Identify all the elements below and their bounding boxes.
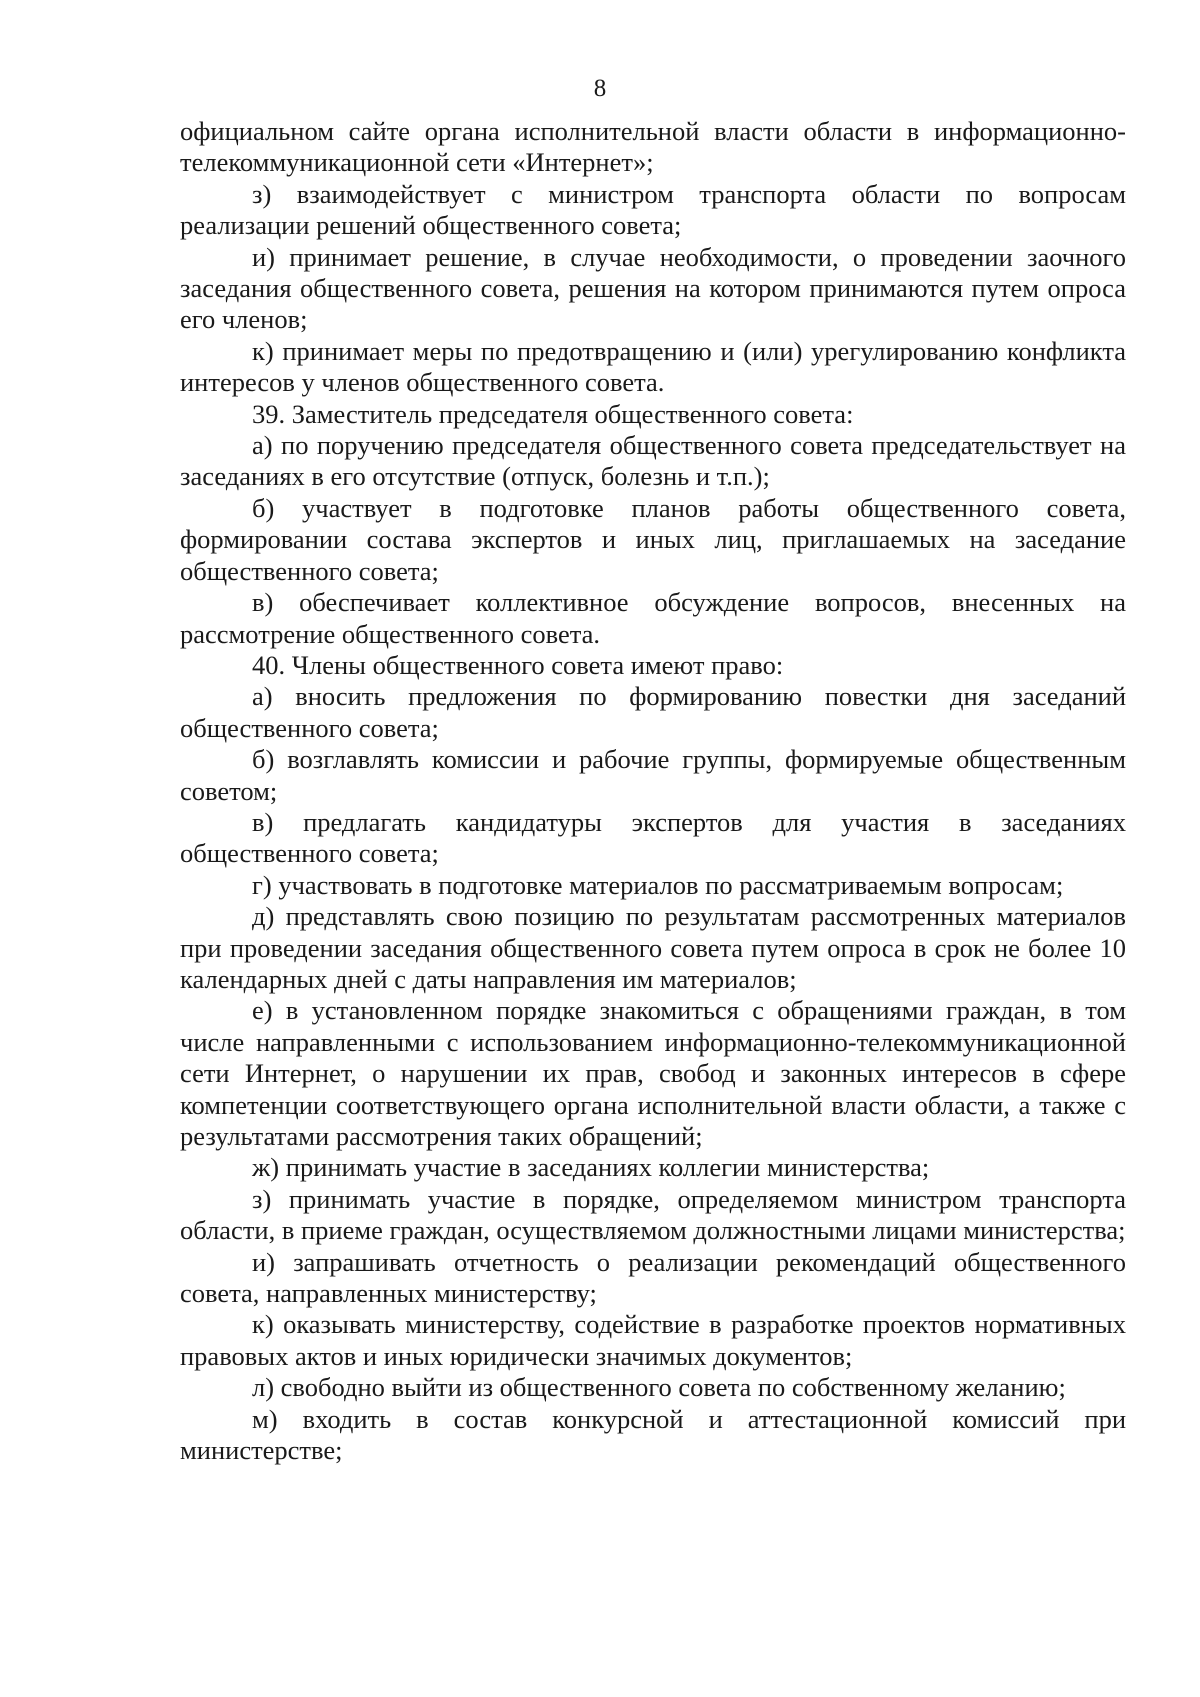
paragraph: г) участвовать в подготовке материалов по рассматриваемым вопросам; (252, 869, 1064, 900)
paragraph: ж) принимать участие в заседаниях коллегии министерства; (252, 1152, 930, 1183)
paragraph: б) возглавлять комиссии и рабочие группы, формируемые общественным советом; (180, 744, 1126, 806)
paragraph: к) принимает меры по предотвращению и (или) урегулированию конфликта интересов у членов общественного совета. (180, 335, 1126, 398)
paragraph: а) вносить предложения по формированию повестки дня заседаний общественного совета; (180, 681, 1126, 743)
paragraph: в) предлагать кандидатуры экспертов для участия в заседаниях общественного совета; (180, 806, 1126, 869)
paragraph: а) по поручению председателя общественного совета председательствует на заседаниях в его отсутствие (отпуск, болезнь и т.п.); (180, 430, 1126, 492)
page-number: 8 (593, 75, 607, 102)
paragraph: л) свободно выйти из общественного совета по собственному желанию; (252, 1372, 1066, 1403)
paragraph: к) оказывать министерству, содействие в разработке проектов нормативных правовых актов и иных юридически значимых документов; (180, 1309, 1126, 1371)
paragraph: з) взаимодействует с министром транспорта области по вопросам реализации решений общественного совета; (180, 178, 1126, 241)
paragraph: и) принимает решение, в случае необходимости, о проведении заочного заседания общественного совета, решения на котором принимаются путем опроса его членов; (180, 241, 1126, 335)
paragraph: б) участвует в подготовке планов работы общественного совета, формировании состава экспертов и иных лиц, приглашаемых на заседание общественного совета; (180, 492, 1126, 586)
document-body (180, 116, 1126, 1466)
paragraph: официальном сайте органа исполнительной власти области в информационно-телекоммуникационной сети «Интернет»; (180, 116, 1126, 178)
paragraph: м) входить в состав конкурсной и аттестационной комиссий при министерстве; (180, 1403, 1126, 1466)
paragraph: 40. Члены общественного совета имеют право: (252, 649, 784, 680)
paragraph: 39. Заместитель председателя общественного совета: (252, 398, 854, 429)
paragraph: е) в установленном порядке знакомиться с обращениями граждан, в том числе направленными с использованием информационно-телекоммуникационной сети Интернет, о нарушении их прав, свобод и законных интересов в сфере компетенции соответствующего органа исполнительной власти области, а также с результатами рассмотрения таких обращений; (180, 995, 1126, 1151)
paragraph: з) принимать участие в порядке, определяемом министром транспорта области, в приеме граждан, осуществляемом должностными лицами министерства; (180, 1183, 1126, 1246)
paragraph: и) запрашивать отчетность о реализации рекомендаций общественного совета, направленных министерству; (180, 1246, 1126, 1309)
paragraph: в) обеспечивает коллективное обсуждение вопросов, внесенных на рассмотрение общественного совета. (180, 587, 1126, 649)
paragraph: д) представлять свою позицию по результатам рассмотренных материалов при проведении заседания общественного совета путем опроса в срок не более 10 календарных дней с даты направления им материалов; (180, 901, 1126, 994)
